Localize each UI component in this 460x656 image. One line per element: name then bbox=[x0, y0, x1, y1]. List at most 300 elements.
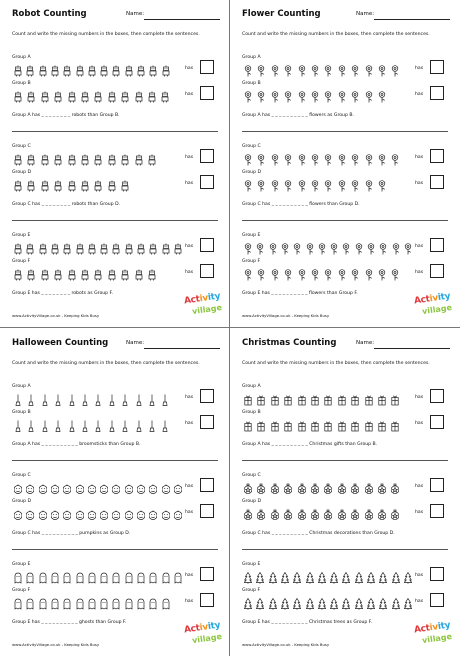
christmas-icon bbox=[338, 480, 346, 492]
robot-icon bbox=[54, 177, 62, 189]
answer-box[interactable] bbox=[200, 478, 214, 492]
robot-icon bbox=[14, 266, 22, 278]
halloween-icon bbox=[81, 391, 89, 403]
answer-box[interactable] bbox=[200, 504, 214, 518]
flower-icon bbox=[284, 177, 292, 189]
group-label: Group A bbox=[242, 55, 261, 60]
halloween-icon bbox=[112, 506, 120, 518]
has-label: has bbox=[185, 573, 194, 578]
flower-icon bbox=[311, 266, 319, 278]
flower-icon bbox=[256, 240, 264, 252]
christmas-icon bbox=[342, 569, 350, 581]
answer-box[interactable] bbox=[430, 175, 444, 189]
halloween-icon bbox=[51, 480, 59, 492]
halloween-icon bbox=[14, 391, 22, 403]
robot-icon bbox=[39, 62, 47, 74]
name-label: Name: bbox=[126, 11, 145, 17]
icon-row bbox=[244, 266, 419, 280]
answer-box[interactable] bbox=[200, 593, 214, 607]
icon-row bbox=[244, 595, 419, 609]
halloween-icon bbox=[94, 417, 102, 429]
instructions: Count and write the missing numbers in the boxes, then complete the sentences. bbox=[12, 361, 200, 366]
answer-box[interactable] bbox=[200, 238, 214, 252]
robot-icon bbox=[174, 240, 182, 252]
flower-icon bbox=[257, 62, 265, 74]
flower-icon bbox=[271, 177, 279, 189]
group-label: Group B bbox=[12, 81, 31, 86]
group-label: Group F bbox=[12, 588, 31, 593]
halloween-icon bbox=[68, 391, 76, 403]
christmas-icon bbox=[365, 391, 373, 403]
robot-icon bbox=[112, 62, 120, 74]
answer-box[interactable] bbox=[430, 264, 444, 278]
halloween-icon bbox=[162, 569, 170, 581]
has-label: has bbox=[185, 244, 194, 249]
activity-village-logo: Activity village bbox=[413, 291, 453, 317]
halloween-icon bbox=[149, 569, 157, 581]
icon-row bbox=[244, 391, 419, 405]
christmas-icon bbox=[281, 569, 289, 581]
flower-icon bbox=[338, 151, 346, 163]
answer-box[interactable] bbox=[430, 149, 444, 163]
halloween-icon bbox=[174, 569, 182, 581]
christmas-icon bbox=[379, 595, 387, 607]
robot-icon bbox=[51, 240, 59, 252]
flower-icon bbox=[284, 88, 292, 100]
halloween-icon bbox=[135, 391, 143, 403]
flower-icon bbox=[378, 62, 386, 74]
footer-url: www.ActivityVillage.co.uk - Keeping Kids Busy bbox=[242, 642, 330, 647]
robot-icon bbox=[125, 62, 133, 74]
halloween-icon bbox=[88, 506, 96, 518]
christmas-icon bbox=[351, 391, 359, 403]
christmas-icon bbox=[306, 595, 314, 607]
robot-icon bbox=[41, 177, 49, 189]
halloween-icon bbox=[174, 480, 182, 492]
answer-box[interactable] bbox=[430, 478, 444, 492]
has-label: has bbox=[185, 270, 194, 275]
flower-icon bbox=[271, 151, 279, 163]
robot-icon bbox=[26, 62, 34, 74]
christmas-icon bbox=[284, 506, 292, 518]
christmas-icon bbox=[256, 569, 264, 581]
answer-box[interactable] bbox=[430, 60, 444, 74]
robot-icon bbox=[68, 88, 76, 100]
flower-icon bbox=[298, 88, 306, 100]
christmas-icon bbox=[330, 569, 338, 581]
halloween-icon bbox=[76, 506, 84, 518]
name-label: Name: bbox=[356, 11, 375, 17]
icon-row bbox=[244, 417, 419, 431]
robot-icon bbox=[63, 62, 71, 74]
flower-icon bbox=[324, 151, 332, 163]
christmas-icon bbox=[271, 506, 279, 518]
flower-icon bbox=[355, 240, 363, 252]
group-label: Group A bbox=[12, 384, 31, 389]
christmas-icon bbox=[244, 480, 252, 492]
halloween-icon bbox=[137, 595, 145, 607]
robot-icon bbox=[81, 88, 89, 100]
has-label: has bbox=[185, 181, 194, 186]
has-label: has bbox=[415, 92, 424, 97]
flower-icon bbox=[338, 266, 346, 278]
christmas-icon bbox=[391, 391, 399, 403]
christmas-icon bbox=[351, 417, 359, 429]
halloween-icon bbox=[148, 391, 156, 403]
robot-icon bbox=[149, 62, 157, 74]
answer-box[interactable] bbox=[430, 389, 444, 403]
flower-icon bbox=[257, 177, 265, 189]
has-label: has bbox=[415, 66, 424, 71]
christmas-icon bbox=[298, 480, 306, 492]
flower-icon bbox=[311, 62, 319, 74]
icon-row bbox=[244, 62, 419, 76]
has-label: has bbox=[415, 510, 424, 515]
robot-icon bbox=[108, 177, 116, 189]
robot-icon bbox=[81, 266, 89, 278]
answer-box[interactable] bbox=[200, 175, 214, 189]
halloween-icon bbox=[125, 480, 133, 492]
halloween-icon bbox=[162, 506, 170, 518]
answer-box[interactable] bbox=[200, 415, 214, 429]
halloween-icon bbox=[14, 417, 22, 429]
worksheet-title: Halloween Counting bbox=[12, 338, 109, 348]
flower-icon bbox=[338, 177, 346, 189]
icon-row bbox=[244, 569, 419, 583]
halloween-icon bbox=[26, 506, 34, 518]
group-label: Group C bbox=[242, 473, 261, 478]
robot-icon bbox=[81, 177, 89, 189]
halloween-icon bbox=[26, 569, 34, 581]
flower-icon bbox=[281, 240, 289, 252]
flower-icon bbox=[244, 266, 252, 278]
christmas-icon bbox=[404, 569, 412, 581]
flower-icon bbox=[298, 62, 306, 74]
christmas-icon bbox=[284, 417, 292, 429]
sentence: Group E has _ _ _ _ _ _ _ _ _ _ Christmas trees as Group F. bbox=[242, 620, 373, 625]
robot-icon bbox=[135, 88, 143, 100]
has-label: has bbox=[415, 181, 424, 186]
answer-box[interactable] bbox=[430, 567, 444, 581]
group-label: Group B bbox=[242, 410, 261, 415]
christmas-icon bbox=[284, 391, 292, 403]
flower-icon bbox=[392, 240, 400, 252]
christmas-icon bbox=[318, 595, 326, 607]
robot-icon bbox=[108, 266, 116, 278]
robot-icon bbox=[39, 240, 47, 252]
christmas-icon bbox=[311, 480, 319, 492]
robot-icon bbox=[54, 266, 62, 278]
flower-icon bbox=[244, 88, 252, 100]
name-label: Name: bbox=[126, 340, 145, 346]
halloween-icon bbox=[27, 417, 35, 429]
group-label: Group C bbox=[12, 473, 31, 478]
christmas-icon bbox=[338, 506, 346, 518]
name-label: Name: bbox=[356, 340, 375, 346]
vertical-divider bbox=[229, 0, 230, 656]
christmas-icon bbox=[365, 506, 373, 518]
flower-icon bbox=[365, 88, 373, 100]
flower-icon bbox=[257, 151, 265, 163]
flower-icon bbox=[367, 240, 375, 252]
christmas-icon bbox=[256, 595, 264, 607]
christmas-icon bbox=[269, 595, 277, 607]
has-label: has bbox=[415, 155, 424, 160]
robot-icon bbox=[161, 88, 169, 100]
robot-icon bbox=[94, 177, 102, 189]
christmas-icon bbox=[365, 480, 373, 492]
robot-icon bbox=[27, 151, 35, 163]
flower-icon bbox=[338, 88, 346, 100]
robot-icon bbox=[54, 88, 62, 100]
halloween-icon bbox=[14, 506, 22, 518]
robot-icon bbox=[26, 240, 34, 252]
christmas-icon bbox=[391, 506, 399, 518]
halloween-icon bbox=[112, 595, 120, 607]
halloween-icon bbox=[14, 595, 22, 607]
christmas-icon bbox=[257, 506, 265, 518]
flower-icon bbox=[351, 177, 359, 189]
halloween-icon bbox=[39, 595, 47, 607]
robot-icon bbox=[76, 62, 84, 74]
flower-icon bbox=[365, 266, 373, 278]
flower-icon bbox=[298, 266, 306, 278]
robot-icon bbox=[76, 240, 84, 252]
icon-row bbox=[14, 480, 189, 494]
robot-icon bbox=[94, 151, 102, 163]
flower-icon bbox=[311, 177, 319, 189]
robot-icon bbox=[41, 88, 49, 100]
robot-icon bbox=[27, 88, 35, 100]
answer-box[interactable] bbox=[200, 389, 214, 403]
halloween-icon bbox=[63, 480, 71, 492]
group-label: Group E bbox=[242, 562, 261, 567]
robot-icon bbox=[108, 88, 116, 100]
flower-icon bbox=[378, 88, 386, 100]
halloween-icon bbox=[125, 506, 133, 518]
icon-row bbox=[244, 151, 419, 165]
answer-box[interactable] bbox=[430, 593, 444, 607]
halloween-icon bbox=[81, 417, 89, 429]
flower-icon bbox=[271, 62, 279, 74]
christmas-icon bbox=[342, 595, 350, 607]
christmas-icon bbox=[391, 480, 399, 492]
robot-icon bbox=[135, 151, 143, 163]
robot-icon bbox=[121, 177, 129, 189]
halloween-icon bbox=[14, 569, 22, 581]
halloween-icon bbox=[51, 569, 59, 581]
icon-row bbox=[14, 177, 189, 191]
answer-box[interactable] bbox=[200, 149, 214, 163]
has-label: has bbox=[185, 395, 194, 400]
robot-icon bbox=[137, 240, 145, 252]
halloween-icon bbox=[76, 480, 84, 492]
icon-row bbox=[14, 151, 189, 165]
sentence: Group C has _ _ _ _ _ _ _ _ _ _ Christmas decorations than Group D. bbox=[242, 531, 395, 536]
christmas-icon bbox=[324, 417, 332, 429]
christmas-icon bbox=[306, 569, 314, 581]
christmas-icon bbox=[378, 506, 386, 518]
separator-line bbox=[242, 549, 448, 550]
halloween-icon bbox=[100, 506, 108, 518]
robot-icon bbox=[149, 240, 157, 252]
halloween-icon bbox=[63, 506, 71, 518]
christmas-icon bbox=[269, 569, 277, 581]
separator-line bbox=[242, 460, 448, 461]
name-line bbox=[144, 19, 220, 20]
flower-icon bbox=[365, 177, 373, 189]
halloween-icon bbox=[149, 595, 157, 607]
flower-icon bbox=[365, 151, 373, 163]
flower-icon bbox=[351, 88, 359, 100]
halloween-icon bbox=[162, 480, 170, 492]
icon-row bbox=[14, 240, 189, 254]
robot-icon bbox=[14, 62, 22, 74]
flower-icon bbox=[391, 62, 399, 74]
robot-icon bbox=[54, 151, 62, 163]
halloween-icon bbox=[161, 391, 169, 403]
group-label: Group E bbox=[12, 562, 31, 567]
worksheet-title: Christmas Counting bbox=[242, 338, 337, 348]
flower-icon bbox=[324, 177, 332, 189]
group-label: Group D bbox=[242, 170, 262, 175]
has-label: has bbox=[185, 599, 194, 604]
sentence: Group A has _ _ _ _ _ _ _ _ _ _ Christmas gifts than Group B. bbox=[242, 442, 378, 447]
christmas-icon bbox=[378, 417, 386, 429]
halloween-icon bbox=[27, 391, 35, 403]
christmas-icon bbox=[392, 569, 400, 581]
christmas-icon bbox=[324, 480, 332, 492]
halloween-icon bbox=[88, 569, 96, 581]
robot-icon bbox=[27, 266, 35, 278]
group-label: Group C bbox=[12, 144, 31, 149]
icon-row bbox=[244, 240, 419, 254]
christmas-icon bbox=[324, 391, 332, 403]
robot-icon bbox=[94, 88, 102, 100]
robot-icon bbox=[162, 62, 170, 74]
separator-line bbox=[242, 220, 448, 221]
flower-icon bbox=[244, 151, 252, 163]
answer-box[interactable] bbox=[430, 238, 444, 252]
halloween-icon bbox=[94, 391, 102, 403]
robot-icon bbox=[162, 240, 170, 252]
christmas-icon bbox=[281, 595, 289, 607]
sentence: Group E has _ _ _ _ _ _ _ _ robots as Group F. bbox=[12, 291, 113, 296]
worksheet-title: Flower Counting bbox=[242, 9, 321, 19]
christmas-icon bbox=[378, 391, 386, 403]
halloween-icon bbox=[100, 569, 108, 581]
flower-icon bbox=[298, 151, 306, 163]
christmas-icon bbox=[244, 391, 252, 403]
separator-line bbox=[12, 549, 218, 550]
has-label: has bbox=[185, 92, 194, 97]
group-label: Group D bbox=[12, 499, 32, 504]
group-label: Group F bbox=[242, 588, 261, 593]
halloween-icon bbox=[174, 506, 182, 518]
answer-box[interactable] bbox=[430, 86, 444, 100]
robot-icon bbox=[148, 88, 156, 100]
christmas-icon bbox=[244, 569, 252, 581]
robot-icon bbox=[68, 266, 76, 278]
halloween-icon bbox=[121, 391, 129, 403]
christmas-icon bbox=[271, 417, 279, 429]
answer-box[interactable] bbox=[200, 264, 214, 278]
christmas-icon bbox=[271, 480, 279, 492]
christmas-icon bbox=[311, 391, 319, 403]
flower-icon bbox=[311, 88, 319, 100]
flower-icon bbox=[378, 177, 386, 189]
worksheet bbox=[4, 3, 226, 325]
flower-icon bbox=[293, 240, 301, 252]
halloween-icon bbox=[88, 595, 96, 607]
group-label: Group A bbox=[12, 55, 31, 60]
robot-icon bbox=[41, 266, 49, 278]
robot-icon bbox=[41, 151, 49, 163]
robot-icon bbox=[68, 151, 76, 163]
answer-box[interactable] bbox=[200, 567, 214, 581]
christmas-icon bbox=[324, 506, 332, 518]
icon-row bbox=[244, 88, 419, 102]
has-label: has bbox=[415, 421, 424, 426]
answer-box[interactable] bbox=[430, 504, 444, 518]
robot-icon bbox=[148, 266, 156, 278]
robot-icon bbox=[135, 266, 143, 278]
halloween-icon bbox=[112, 569, 120, 581]
halloween-icon bbox=[39, 569, 47, 581]
halloween-icon bbox=[125, 569, 133, 581]
group-label: Group E bbox=[12, 233, 31, 238]
christmas-icon bbox=[355, 595, 363, 607]
flower-icon bbox=[284, 151, 292, 163]
answer-box[interactable] bbox=[200, 60, 214, 74]
halloween-icon bbox=[39, 480, 47, 492]
name-line bbox=[374, 348, 450, 349]
robot-icon bbox=[51, 62, 59, 74]
christmas-icon bbox=[404, 595, 412, 607]
halloween-icon bbox=[51, 506, 59, 518]
flower-icon bbox=[324, 88, 332, 100]
worksheet bbox=[234, 3, 456, 325]
flower-icon bbox=[311, 151, 319, 163]
halloween-icon bbox=[100, 480, 108, 492]
has-label: has bbox=[185, 155, 194, 160]
christmas-icon bbox=[351, 506, 359, 518]
sentence: Group C has _ _ _ _ _ _ _ _ _ _ pumpkins as Group D. bbox=[12, 531, 131, 536]
robot-icon bbox=[27, 177, 35, 189]
answer-box[interactable] bbox=[200, 86, 214, 100]
christmas-icon bbox=[392, 595, 400, 607]
separator-line bbox=[242, 131, 448, 132]
icon-row bbox=[14, 62, 189, 76]
halloween-icon bbox=[54, 391, 62, 403]
group-label: Group F bbox=[242, 259, 261, 264]
robot-icon bbox=[14, 177, 22, 189]
icon-row bbox=[244, 480, 419, 494]
christmas-icon bbox=[298, 417, 306, 429]
christmas-icon bbox=[244, 595, 252, 607]
icon-row bbox=[244, 177, 419, 191]
halloween-icon bbox=[108, 391, 116, 403]
christmas-icon bbox=[244, 506, 252, 518]
christmas-icon bbox=[391, 417, 399, 429]
sentence: Group A has _ _ _ _ _ _ _ _ robots than Group B. bbox=[12, 113, 120, 118]
halloween-icon bbox=[137, 480, 145, 492]
flower-icon bbox=[342, 240, 350, 252]
flower-icon bbox=[351, 62, 359, 74]
halloween-icon bbox=[41, 391, 49, 403]
christmas-icon bbox=[338, 417, 346, 429]
answer-box[interactable] bbox=[430, 415, 444, 429]
